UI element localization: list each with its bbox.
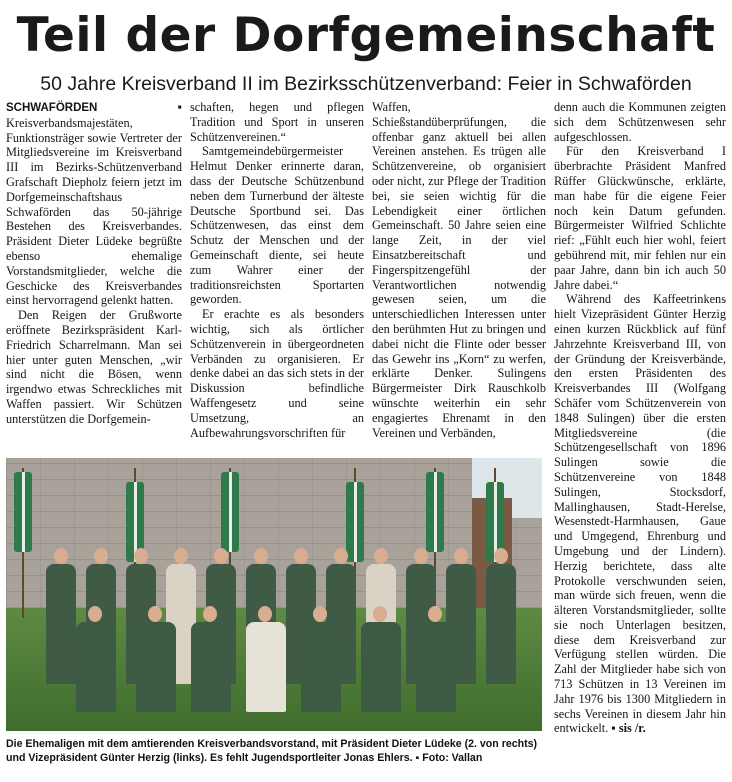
paragraph [6, 100, 182, 308]
column-2 [190, 100, 364, 440]
bullet: ▪ [415, 752, 420, 764]
club-flag [346, 482, 364, 562]
paragraph: Den Reigen der Grußworte eröffnete Bezirkspräsident Karl-Friedrich Scharrelmann. Man sei hier unter guten Menschen, „wir sind nicht die Bösen, wenn irgendwo etwas Schreckliches mit Waffen passiert. Wir Schützen unterstützen die Dorfgemein- [6, 308, 182, 426]
paragraph: Waffen, Schießstandüberprüfungen, die offenbar ganz aktuell bei allen Vereinen anstehen. Es trügen alle Schützenvereine, ob organisiert oder nicht, zur Pflege der Tradition bei, sie seien wichtig für die Lebendigkeit einer örtlichen Gemeinschaft. 50 Jahre seien eine lange Zeit, in der viel Einsatzbereitschaft und Fingerspitzengefühl der Verantwortlichen notwendig gewesen seien, um die unterschiedlichen Interessen unter den berühmten Hut zu bringen und dabei nicht die Flinte oder besser das Gewehr ins „Korn“ zu werfen, erklärte Denker. Sulingens Bürgermeister Dirk Rauschkolb wünschte weiterhin ein sehr engagiertes Ehrenamt in den Vereinen und Verbänden, [372, 100, 546, 440]
paragraph: schaften, hegen und pflegen Tradition und Sport in unseren Schützenvereinen.“ [190, 100, 364, 144]
paragraph: Er erachte es als besonders wichtig, sich als örtlicher Schützenverein in übergeordneten Verbänden zu organisieren. Er denke dabei an das sich stets in der Diskussion befindliche Waffengesetz und seine Umsetzung, an Aufbewahrungsvorschriften für [190, 307, 364, 440]
column-4 [554, 100, 726, 736]
photo-caption [6, 737, 546, 765]
signature: sis /r. [618, 721, 646, 736]
club-flag [14, 472, 32, 552]
headline: Teil der Dorfgemeinschaft [16, 8, 716, 63]
column-3 [372, 100, 546, 440]
subheadline: 50 Jahre Kreisverband II im Bezirksschützenverband: Feier in Schwaförden [40, 73, 692, 95]
club-flag [426, 472, 444, 552]
paragraph: denn auch die Kommunen zeigten sich dem Schützenwesen sehr aufgeschlossen. [554, 100, 726, 144]
paragraph: Samtgemeindebürgermeister Helmut Denker erinnerte daran, dass der Deutsche Schützenbund neben dem Turnerbund der älteste Deutsche Sportbund sei. Das Schützenwesen, das einst dem Schutz der Menschen und der Gemeinschaft diente, sei heute zum Wahrer einer der traditionsreichsten Sportarten geworden. [190, 144, 364, 307]
group-photo [6, 458, 542, 731]
photo-credit: Foto: Vallan [422, 752, 483, 764]
paragraph-text: Während des Kaffeetrinkens hielt Vizepräsident Günter Herzig einen kurzen Rückblick auf fünf Jahrzehnte Kreisverband III, von der Gründung der Kreisverbände, den ersten Präsidenten des Kreisverbandes III (Wolfgang Schäfer vom Schützenverein von 1848 Sulingen) über die ersten Mitgliedsvereine (die Schützengesellschaft von 1896 Sulingen sowie die Schützenvereine von 1848 Sulingen, Stocksdorf, Mallinghausen, Stadt-Herelse, Wesenstedt-Harmhausen, Gaue und Umgegend, Ehrenburg und Umgebung und der Lindern). Herzig berichtete, dass alte Protokolle verschwunden seien, man würde sich freuen, wenn die älteren Vorstandsmitglieder, sollte sie noch Unterlagen besitzen, diese dem Kreisverband zur Verfügung stellen würden. Die Zahl der Mitglieder habe sich von 713 Schützen in 13 Vereinen im Jahr 1976 bis 1300 Mitgliedern in sechs Vereinen in diesem Jahr hin entwickelt. [554, 292, 726, 736]
dateline: SCHWAFÖRDEN [6, 102, 98, 114]
club-flag [221, 472, 239, 552]
column-1 [6, 100, 182, 427]
bullet: ▪ [177, 100, 182, 114]
paragraph: Für den Kreisverband I überbrachte Präsident Manfred Rüffer Glückwünsche, erklärte, man habe für die eigene Feier noch kein Datum gefunden. Bürgermeister Wilfried Schlichte rief: „Fühlt euch hier wohl, feiert gebührend mit, mir fehlen nur ein paar Jahre, dann bin ich auch 50 Jahre dabei.“ [554, 144, 726, 292]
paragraph-text: Kreisverbandsmajestäten, Funktionsträger sowie Vertreter der Mitgliedsvereine im Kreisverband III im Bezirks-Schützenverband Grafschaft Diepholz feiern jetzt im Dorfgemeinschaftshaus Schwaförden das 50-jährige Bestehen des Kreisverbandes. Präsident Dieter Lüdeke begrüßte ebenso ehemalige Vorstandsmitglieder, welche die Geschicke des Kreisverbandes einst hervorragend gelenkt hatten. [6, 115, 182, 308]
caption-text: Die Ehemaligen mit dem amtierenden Kreisverbandsvorstand, mit Präsident Dieter Lüdeke (2. von rechts) und Vizepräsident Günter Herzig (links). Es fehlt Jugendsportleiter Jonas Ehlers. [6, 738, 538, 764]
paragraph [554, 292, 726, 736]
bullet: ▪ [611, 721, 616, 736]
